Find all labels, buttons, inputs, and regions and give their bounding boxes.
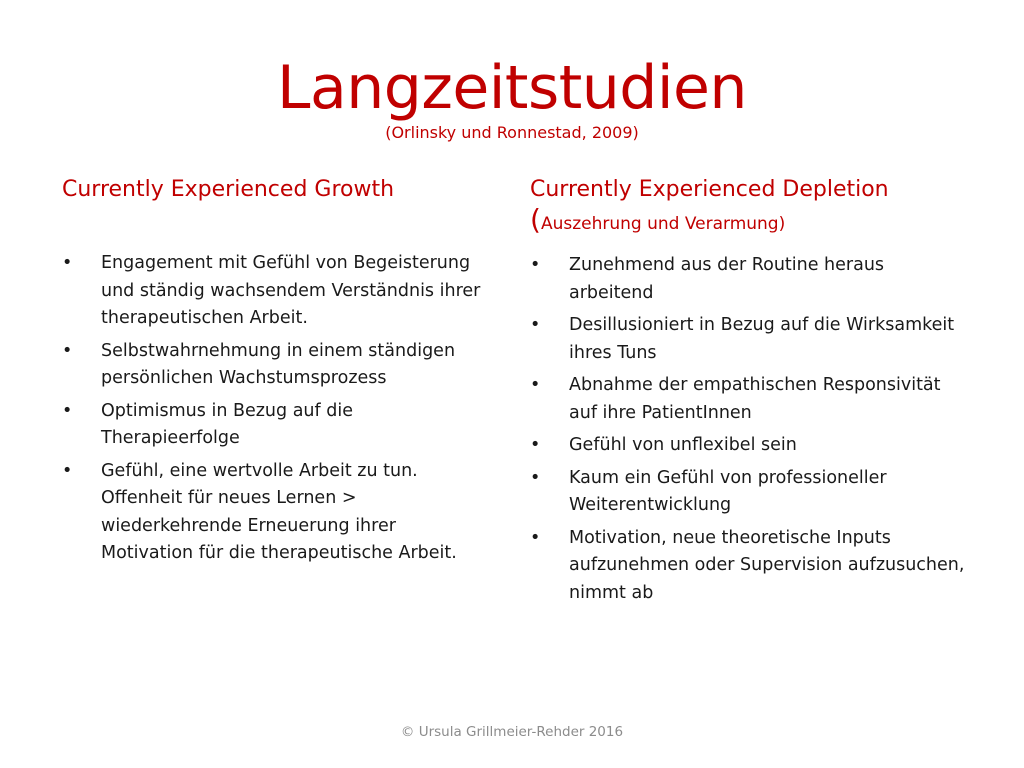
depletion-column — [530, 175, 970, 612]
bullet-icon: • — [530, 375, 541, 395]
list-item — [530, 525, 970, 608]
list-item-text: Optimismus in Bezug auf die Therapieerfolge — [101, 400, 353, 448]
depletion-list — [530, 252, 970, 607]
bullet-icon: • — [62, 460, 73, 481]
list-item — [62, 338, 482, 393]
list-item-text: Gefühl von unflexibel sein — [569, 435, 797, 455]
list-item-text: Zunehmend aus der Routine heraus arbeitend — [569, 255, 885, 303]
list-item — [530, 372, 970, 427]
depletion-heading-paren: ( — [530, 203, 541, 236]
list-item — [62, 250, 482, 333]
copyright-footer: © Ursula Grillmeier-Rehder 2016 — [400, 724, 624, 740]
list-item-text: Gefühl, eine wertvolle Arbeit zu tun. Offenheit für neues Lernen > wiederkehrende Erneuerung ihrer Motivation für die therapeutische Arbeit. — [101, 460, 457, 563]
bullet-icon: • — [530, 435, 541, 455]
depletion-heading-sub: Auszehrung und Verarmung) — [540, 214, 786, 234]
slide-subtitle: (Orlinsky und Ronnestad, 2009) — [385, 123, 639, 142]
depletion-heading-main: Currently Experienced Depletion — [530, 177, 889, 202]
list-item — [530, 312, 970, 367]
bullet-icon: • — [530, 467, 541, 488]
bullet-icon: • — [530, 315, 541, 335]
bullet-icon: • — [530, 255, 541, 275]
list-item-text: Kaum ein Gefühl von professioneller Weiterentwicklung — [569, 467, 887, 515]
list-item — [62, 398, 482, 453]
depletion-heading — [530, 175, 970, 239]
list-item — [530, 432, 970, 460]
list-item — [530, 465, 970, 520]
bullet-icon: • — [530, 527, 541, 548]
growth-heading: Currently Experienced Growth — [62, 177, 395, 202]
bullet-icon: • — [62, 400, 73, 421]
bullet-icon: • — [62, 340, 73, 361]
list-item — [62, 458, 482, 568]
list-item-text: Abnahme der empathischen Responsivität auf ihre PatientInnen — [569, 375, 941, 423]
list-item-text: Motivation, neue theoretische Inputs aufzunehmen oder Supervision aufzusuchen, nimmt ab — [569, 527, 965, 603]
list-item-text: Engagement mit Gefühl von Begeisterung und ständig wachsendem Verständnis ihrer therapeutischen Arbeit. — [101, 253, 481, 328]
list-item-text: Selbstwahrnehmung in einem ständigen persönlichen Wachstumsprozess — [101, 340, 456, 388]
growth-list — [62, 250, 482, 568]
list-item-text: Desillusioniert in Bezug auf die Wirksamkeit ihres Tuns — [569, 315, 955, 363]
list-item — [530, 252, 970, 307]
growth-column — [62, 175, 482, 573]
slide-title: Langzeitstudien — [277, 53, 747, 123]
bullet-icon: • — [62, 253, 73, 273]
